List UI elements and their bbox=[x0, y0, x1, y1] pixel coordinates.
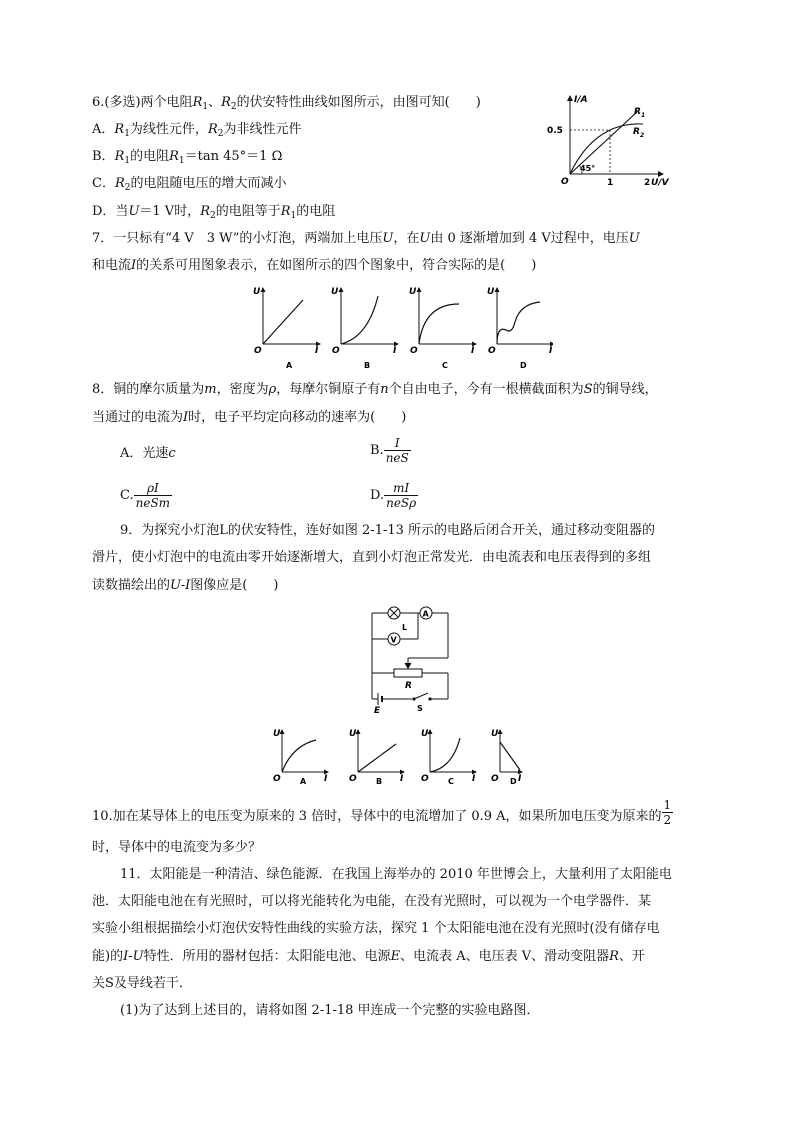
svg-text:A: A bbox=[422, 609, 429, 619]
svg-text:I: I bbox=[472, 774, 476, 784]
svg-text:B: B bbox=[376, 777, 383, 786]
q6-label-r2: $R_2$ bbox=[633, 127, 645, 139]
q6-label-r1: $R_1$ bbox=[634, 107, 646, 119]
q7-line1: 7．一只标有“4 V 3 W”的小灯泡，两端加上电压U，在U由 0 逐渐增加到 4 V过程中，电压U bbox=[92, 231, 640, 246]
lamp-symbol bbox=[388, 607, 400, 619]
q11-line3: 实验小组根据描绘小灯泡伏安特性曲线的实验方法，探究 1 个太阳能电池在没有光照时(没有储存电 bbox=[92, 921, 660, 936]
switch-label: S bbox=[417, 704, 423, 713]
q6-y-tick: 0.5 bbox=[547, 126, 563, 136]
q9-graph-b bbox=[349, 729, 404, 786]
svg-text:O: O bbox=[421, 774, 429, 784]
q7-graph-a bbox=[253, 287, 320, 370]
q6-x-tick-1: 1 bbox=[607, 178, 614, 188]
q6-x-label: U/V bbox=[651, 178, 669, 188]
q7-graph-b bbox=[331, 287, 398, 370]
q8-option-c: C. $\frac{\rho I}{\text{neSm}}$ bbox=[120, 481, 171, 510]
q8-option-a: A．光速c bbox=[120, 446, 176, 461]
svg-text:O: O bbox=[491, 774, 499, 784]
svg-text:I: I bbox=[549, 346, 553, 356]
svg-text:O: O bbox=[349, 774, 357, 784]
svg-text:U: U bbox=[421, 729, 429, 739]
svg-text:I: I bbox=[315, 346, 319, 356]
source-label: E bbox=[374, 706, 381, 715]
svg-text:I: I bbox=[471, 346, 475, 356]
q7-graphs bbox=[248, 282, 553, 374]
q6-stem: 6.(多选)两个电阻$R_1$、$R_2$的伏安特性曲线如图所示，由图可知( ) bbox=[92, 95, 481, 112]
svg-text:U: U bbox=[409, 287, 417, 297]
q7-graph-c bbox=[409, 287, 476, 370]
q6-x-tick-2: 2 bbox=[644, 178, 651, 188]
q10-line1: 10.加在某导体上的电压变为原来的 3 倍时，导体中的电流增加了 0.9 A，如果所加电压变为原来的 $\frac{1}{2}$ bbox=[92, 798, 672, 827]
svg-text:O: O bbox=[488, 346, 496, 356]
svg-text:I: I bbox=[518, 774, 522, 784]
svg-text:U: U bbox=[253, 287, 261, 297]
ammeter-symbol bbox=[420, 607, 432, 619]
q9-line3: 读数描绘出的U-I图像应是( ) bbox=[92, 578, 279, 593]
svg-text:U: U bbox=[273, 729, 281, 739]
q6-option-a: A．$R_1$为线性元件，$R_2$为非线性元件 bbox=[92, 122, 302, 139]
svg-text:I: I bbox=[393, 346, 397, 356]
svg-text:O: O bbox=[410, 346, 418, 356]
q9-graph-d bbox=[491, 729, 522, 786]
q11-line2: 池．太阳能电池在有光照时，可以将光能转化为电能，在没有光照时，可以视为一个电学器件．某 bbox=[92, 894, 652, 909]
voltmeter-symbol bbox=[388, 633, 400, 645]
q9-line1: 9．为探究小灯泡L的伏安特性，连好如图 2-1-13 所示的电路后闭合开关，通过移动变阻器的 bbox=[120, 523, 656, 538]
q9-line2: 滑片，使小灯泡中的电流由零开始逐渐增大，直到小灯泡正常发光．由电流表和电压表得到的多组 bbox=[92, 550, 652, 565]
q8-line2: 当通过的电流为I时，电子平均定向移动的速率为( ) bbox=[92, 410, 407, 425]
q11-line1: 11．太阳能是一种清洁、绿色能源．在我国上海举办的 2010 年世博会上，大量利用了太阳能电 bbox=[120, 867, 672, 882]
svg-text:B: B bbox=[364, 361, 371, 370]
battery-symbol bbox=[378, 693, 382, 705]
svg-text:I: I bbox=[400, 774, 404, 784]
q6-option-d: D．当U＝1 V时，$R_2$的电阻等于$R_1$的电阻 bbox=[92, 204, 336, 221]
q11-line5: 关S及导线若干． bbox=[92, 976, 192, 991]
svg-text:U: U bbox=[487, 287, 495, 297]
q6-origin: O bbox=[561, 177, 569, 187]
svg-text:A: A bbox=[286, 361, 293, 370]
svg-text:O: O bbox=[254, 346, 262, 356]
svg-text:D: D bbox=[510, 777, 517, 786]
svg-text:O: O bbox=[332, 346, 340, 356]
q6-option-b: B．$R_1$的电阻$R_1=\tan$ 45°＝1 Ω bbox=[92, 149, 283, 166]
lamp-label: L bbox=[402, 623, 408, 632]
q9-graphs bbox=[270, 724, 525, 794]
rheostat-label: R bbox=[405, 681, 412, 691]
q6-angle-label: 45° bbox=[580, 164, 596, 173]
q10-line2: 时，导体中的电流变为多少？ bbox=[92, 840, 262, 855]
q9-graph-a bbox=[273, 729, 328, 786]
q8-option-b: B. $\frac{I}{\text{neS}}$ bbox=[370, 436, 409, 465]
svg-text:C: C bbox=[442, 361, 448, 370]
q8-line1: 8．铜的摩尔质量为m，密度为ρ，每摩尔铜原子有n个自由电子，今有一根横截面积为S的铜导线， bbox=[92, 382, 658, 397]
svg-text:U: U bbox=[331, 287, 339, 297]
q7-graph-d bbox=[487, 287, 553, 370]
q6-option-c: C．$R_2$的电阻随电压的增大而减小 bbox=[92, 176, 287, 193]
rheostat-symbol bbox=[394, 669, 422, 677]
svg-text:O: O bbox=[273, 774, 281, 784]
q6-y-label: I/A bbox=[574, 95, 588, 105]
q11-line6: (1)为了达到上述目的，请将如图 2-1-18 甲连成一个完整的实验电路图． bbox=[120, 1003, 540, 1018]
svg-text:U: U bbox=[491, 729, 499, 739]
q6-iu-graph bbox=[545, 92, 680, 188]
svg-text:C: C bbox=[448, 777, 454, 786]
q9-circuit-diagram bbox=[362, 603, 462, 715]
switch-symbol bbox=[412, 693, 431, 701]
svg-text:I: I bbox=[324, 774, 328, 784]
svg-text:V: V bbox=[390, 635, 397, 645]
svg-text:D: D bbox=[520, 361, 527, 370]
q8-option-d: D. $\frac{mI}{\text{neSρ}}$ bbox=[370, 481, 417, 510]
svg-text:U: U bbox=[349, 729, 357, 739]
q9-graph-c bbox=[421, 729, 476, 786]
q7-line2: 和电流I的关系可用图象表示，在如图所示的四个图象中，符合实际的是( ) bbox=[92, 258, 537, 273]
q11-line4: 能)的I-U特性．所用的器材包括：太阳能电池、电源E、电流表 A、电压表 V、滑动变阻器R、开 bbox=[92, 949, 645, 964]
svg-text:A: A bbox=[300, 777, 307, 786]
